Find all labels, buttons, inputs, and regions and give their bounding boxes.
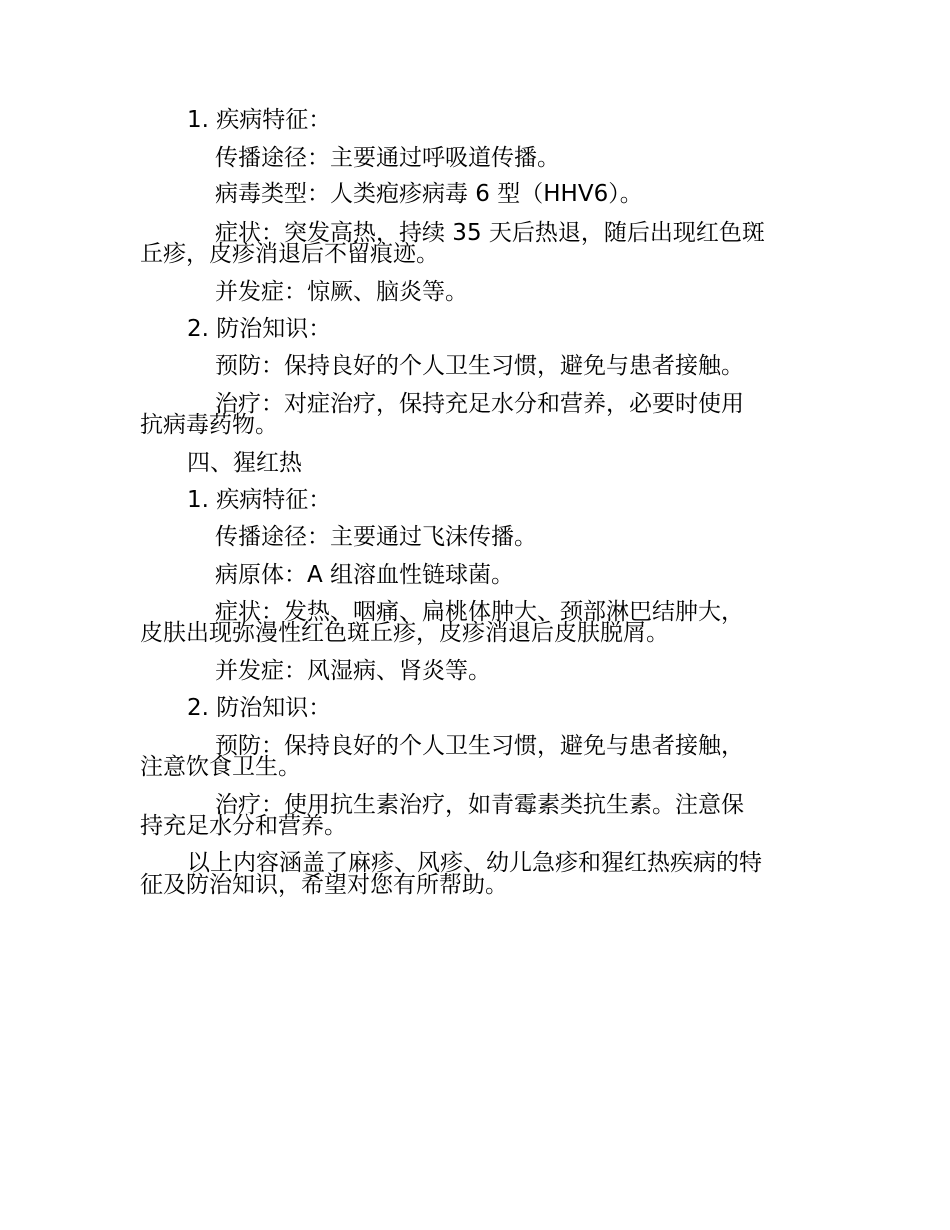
symptoms-text-line-1: 症状：突发高热，持续 35 天后热退，随后出现红色斑	[215, 220, 765, 246]
treatment-text-line-1: 治疗：对症治疗，保持充足水分和营养，必要时使用	[215, 391, 744, 417]
prevention-text-2-line-1: 预防：保持良好的个人卫生习惯，避免与患者接触，	[215, 733, 744, 759]
treatment-text-line-2: 抗病毒药物。	[140, 412, 278, 438]
conclusion-text-line-1: 以上内容涵盖了麻疹、风疹、幼儿急疹和猩红热疾病的特	[187, 850, 762, 876]
complications-text: 并发症：惊厥、脑炎等。	[215, 279, 468, 305]
transmission-route-text-2: 传播途径：主要通过飞沫传播。	[215, 524, 537, 550]
prevention-text: 预防：保持良好的个人卫生习惯，避免与患者接触。	[215, 353, 744, 379]
symptoms-text-line-2: 丘疹，皮疹消退后不留痕迹。	[140, 241, 439, 267]
pathogen-text: 病原体：A 组溶血性链球菌。	[215, 562, 515, 588]
prevention-text-2-line-2: 注意饮食卫生。	[140, 754, 301, 780]
complications-text-2: 并发症：风湿病、肾炎等。	[215, 658, 491, 684]
treatment-text-2-line-1: 治疗：使用抗生素治疗，如青霉素类抗生素。注意保	[215, 792, 744, 818]
section-heading-disease-features-2: 1. 疾病特征：	[187, 487, 332, 513]
virus-type-text: 病毒类型：人类疱疹病毒 6 型（HHV6）。	[215, 181, 643, 207]
section-heading-disease-features: 1. 疾病特征：	[187, 107, 332, 133]
section-title-scarlet-fever: 四、猩红热	[187, 450, 302, 476]
symptoms-text-2-line-2: 皮肤出现弥漫性红色斑丘疹，皮疹消退后皮肤脱屑。	[140, 620, 669, 646]
transmission-route-text: 传播途径：主要通过呼吸道传播。	[215, 145, 560, 171]
treatment-text-2-line-2: 持充足水分和营养。	[140, 813, 347, 839]
section-heading-prevention-2: 2. 防治知识：	[187, 695, 332, 721]
section-heading-prevention: 2. 防治知识：	[187, 316, 332, 342]
conclusion-text-line-2: 征及防治知识，希望对您有所帮助。	[140, 872, 508, 898]
symptoms-text-2-line-1: 症状：发热、咽痛、扁桃体肿大、颈部淋巴结肿大，	[215, 599, 744, 625]
